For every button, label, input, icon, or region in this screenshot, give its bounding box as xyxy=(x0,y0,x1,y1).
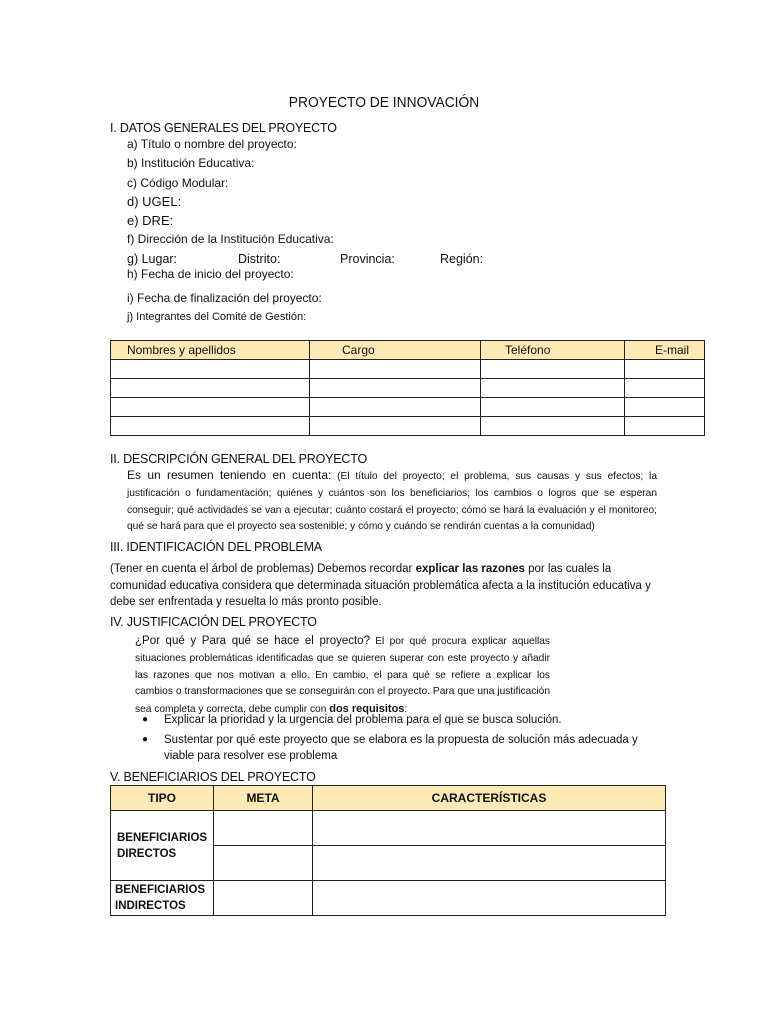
field-institution: b) Institución Educativa: xyxy=(127,156,255,170)
table-cell[interactable] xyxy=(310,360,481,379)
table-cell[interactable] xyxy=(625,417,705,436)
field-dre: e) DRE: xyxy=(127,213,174,228)
description-paragraph xyxy=(127,467,657,536)
table-cell[interactable] xyxy=(111,360,310,379)
justification-bullet-1: Explicar la prioridad y la urgencia del problema para el que se busca solución. xyxy=(164,714,562,726)
table-row xyxy=(111,811,666,846)
table-cell[interactable] xyxy=(214,811,313,846)
table-cell[interactable] xyxy=(481,398,625,417)
justification-bullet-2: Sustentar por qué este proyecto que se elabora es la propuesta de solución más adecuada y viable para resolver ese problema xyxy=(164,734,638,762)
table-cell[interactable] xyxy=(111,398,310,417)
field-province: Provincia: xyxy=(340,252,395,266)
field-end-date: i) Fecha de finalización del proyecto: xyxy=(127,291,322,305)
header-names: Nombres y apellidos xyxy=(111,341,310,360)
section-2-heading: II. DESCRIPCIÓN GENERAL DEL PROYECTO xyxy=(110,452,367,466)
section-1-heading: I. DATOS GENERALES DEL PROYECTO xyxy=(110,121,337,135)
problem-text-1: (Tener en cuenta el árbol de problemas) Debemos recordar xyxy=(110,563,416,575)
table-cell[interactable] xyxy=(481,360,625,379)
header-characteristics: CARACTERÍSTICAS xyxy=(313,786,666,811)
table-cell[interactable] xyxy=(214,881,313,916)
field-modular-code: c) Código Modular: xyxy=(127,176,229,190)
section-3-heading: III. IDENTIFICACIÓN DEL PROBLEMA xyxy=(110,540,322,554)
section-5-heading: V. BENEFICIARIOS DEL PROYECTO xyxy=(110,770,316,784)
table-row xyxy=(111,398,705,417)
justification-end: : xyxy=(404,704,408,716)
table-cell[interactable] xyxy=(625,379,705,398)
table-row xyxy=(111,881,666,916)
indirect-beneficiaries-label: BENEFICIARIOS INDIRECTOS xyxy=(111,881,214,916)
table-cell[interactable] xyxy=(625,398,705,417)
header-role: Cargo xyxy=(310,341,481,360)
problem-bold: explicar las razones xyxy=(415,563,525,575)
problem-paragraph xyxy=(110,561,660,611)
justification-bold: dos requisitos xyxy=(329,703,405,716)
table-cell[interactable] xyxy=(111,417,310,436)
table-cell[interactable] xyxy=(481,379,625,398)
bullet-icon: ● xyxy=(142,734,149,745)
field-place: g) Lugar: xyxy=(127,252,178,266)
table-cell[interactable] xyxy=(481,417,625,436)
field-ugel: d) UGEL: xyxy=(127,194,182,209)
field-title: a) Título o nombre del proyecto: xyxy=(127,137,297,151)
bullet-icon: ● xyxy=(142,714,149,725)
table-cell[interactable] xyxy=(313,881,666,916)
table-header-row xyxy=(111,786,666,811)
header-type: TIPO xyxy=(111,786,214,811)
justification-paragraph xyxy=(135,633,550,719)
justification-body: El por qué procura explicar aquellas situaciones problemáticas identificadas que se quieren superar con este proyecto y añadir las razones que nos motivan a ello. En cambio, el para qué se refiere a explicar los cambios o transformaciones que se conseguirán con el proyecto. Para que una justificación sea completa y correcta, debe cumplir con xyxy=(135,636,551,716)
field-start-date: h) Fecha de inicio del proyecto: xyxy=(127,267,294,281)
header-email: E-mail xyxy=(625,341,705,360)
page-title: PROYECTO DE INNOVACIÓN xyxy=(288,94,480,111)
field-address: f) Dirección de la Institución Educativa: xyxy=(127,232,334,246)
header-phone: Teléfono xyxy=(481,341,625,360)
section-4-heading: IV. JUSTIFICACIÓN DEL PROYECTO xyxy=(110,615,317,629)
field-region: Región: xyxy=(440,252,484,266)
table-cell[interactable] xyxy=(313,846,666,881)
table-cell[interactable] xyxy=(111,379,310,398)
committee-table xyxy=(110,340,705,436)
direct-beneficiaries-label: BENEFICIARIOS DIRECTOS xyxy=(111,811,214,881)
header-goal: META xyxy=(214,786,313,811)
table-cell[interactable] xyxy=(310,398,481,417)
beneficiaries-table xyxy=(110,785,666,916)
problem-text-2: por las cuales la comunidad educativa considera que determinada situación problemática afecta a la institución educativa y debe ser enfrentada y resuelta lo más pronto posible. xyxy=(110,563,651,609)
justification-lead: ¿Por qué y Para qué se hace el proyecto? xyxy=(135,635,370,647)
table-header-row xyxy=(111,341,705,360)
description-body: (El título del proyecto; el problema, sus causas y sus efectos; la justificación o fundamentación; quiénes y cuántos son los beneficiarios; los cambios o logros que se esperan conseguir; qué actividades se van a ejecutar; cuánto costará el proyecto; cómo se hará la evaluación y el monitoreo; qué se hará para que el proyecto sea sostenible; y cómo y cuándo se rendirán cuentas a la comunidad) xyxy=(127,471,657,533)
table-cell[interactable] xyxy=(625,360,705,379)
field-committee: j) Integrantes del Comité de Gestión: xyxy=(127,311,307,323)
description-lead: Es un resumen teniendo en cuenta: xyxy=(127,468,332,482)
table-cell[interactable] xyxy=(214,846,313,881)
table-cell[interactable] xyxy=(310,417,481,436)
table-cell[interactable] xyxy=(313,811,666,846)
field-district: Distrito: xyxy=(238,252,281,266)
table-row xyxy=(111,360,705,379)
table-row xyxy=(111,417,705,436)
table-row xyxy=(111,379,705,398)
table-cell[interactable] xyxy=(310,379,481,398)
